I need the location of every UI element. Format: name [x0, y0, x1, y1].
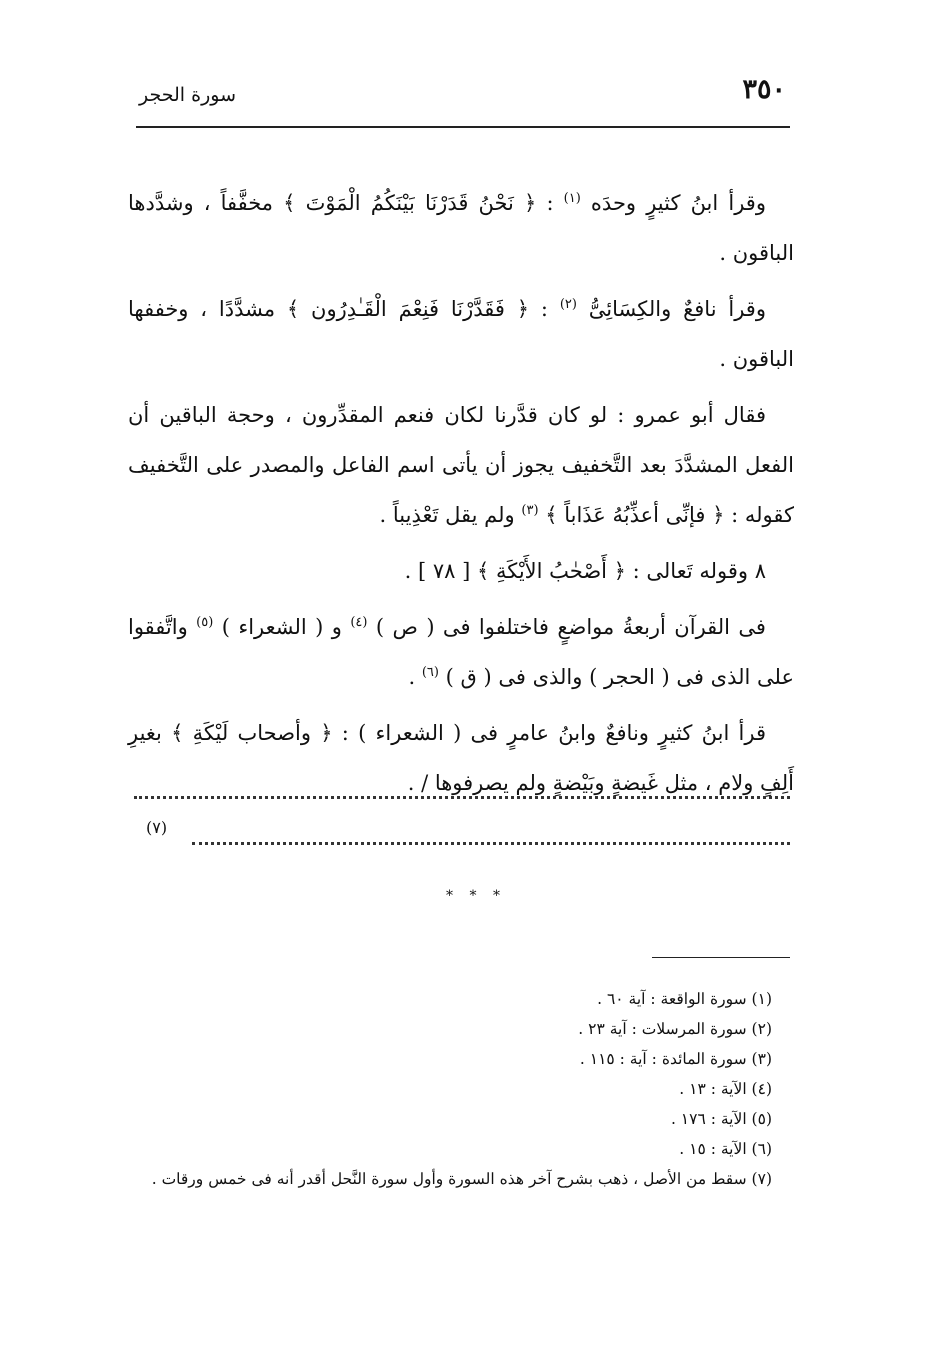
- paragraph-2: وقرأ نافعٌ والكِسَائِىُّ $^{(٢)}$ : ﴿ فَقَدَّرْنَا فَنِعْمَ الْقَـٰدِرُون ﴾ مشدَّدًا ، وخففها الباقون .: [128, 297, 794, 371]
- lacuna-dotted-line-1: [134, 796, 790, 799]
- paragraph-verse-heading: ٨ وقوله تَعالى : ﴿ أَصْحٰبُ الأَيْكَةِ ﴾ [ ٧٨ ] .: [404, 559, 766, 583]
- footnote-rule: [652, 957, 790, 958]
- footnote-2: (٢) سورة المرسلات : آية ٢٣ .: [578, 1020, 772, 1038]
- footnote-ref-4: (٤): [350, 615, 368, 630]
- paragraph-6: قرأ ابنُ كثيرٍ ونافعٌ وابنُ عامرٍ فى ( الشعراء ) : ﴿ وأصحاب لَيْكَةِ ﴾ بغيرِ أَلِفٍ ولام ، مثل غَيضةٍ وبَيْضةٍ ولم يصرفوها / .: [128, 721, 794, 795]
- footnote-ref-1: (١): [563, 191, 581, 206]
- paragraph-5: فى القرآن أربعةُ مواضعٍ فاختلفوا فى ( ص ) $^{(٤)}$ و ( الشعراء ) $^{(٥)}$ واتَّفقوا على الذى فى ( الحجر ) والذى فى ( ق ) $^{(٦)}$ .: [128, 615, 794, 689]
- paragraph-3: فقال أبو عمرو : لو كان قدَّرنا لكان فنعم المقدِّرون ، وحجة الباقين أن الفعل المشدَّدَ بعد التَّخفيف يجوز أن يأتى اسم الفاعل والمصدر على التَّخفيف كقوله : ﴿ فإنِّى أعذِّبُهُ عَذَاباً ﴾ $^{(٣)}$ ولم يقل تَعْذِيباً .: [128, 403, 794, 527]
- footnote-ref-5: (٥): [196, 615, 214, 630]
- page-number: ٣٥٠: [742, 74, 786, 105]
- header-rule: [136, 126, 790, 128]
- running-header-surah: سورة الحجر: [139, 84, 236, 106]
- footnote-1: (١) سورة الواقعة : آية ٦٠ .: [597, 990, 772, 1008]
- paragraph-1: وقرأ ابنُ كثيرٍ وحدَه $^{(١)}$ : ﴿ نَحْنُ قَدَرْنَا بَيْنَكُمُ الْمَوْتَ ﴾ مخفَّفاً ، وشدَّدها الباقون .: [128, 191, 794, 265]
- footnote-ref-7: (٧): [146, 818, 168, 837]
- footnote-ref-6: (٦): [421, 665, 439, 680]
- footnote-4: (٤) الآية : ١٣ .: [679, 1080, 772, 1098]
- section-separator: * * *: [446, 888, 506, 904]
- footnote-7: (٧) سقط من الأصل ، ذهب بشرح آخر هذه السورة وأول سورة النَّحل أقدر أنه فى خمس ورقات .: [151, 1170, 772, 1188]
- footnote-6: (٦) الآية : ١٥ .: [679, 1140, 772, 1158]
- footnote-ref-3: (٣): [521, 503, 539, 518]
- footnotes: [126, 984, 772, 1194]
- footnote-3: (٣) سورة المائدة : آية : ١١٥ .: [579, 1050, 772, 1068]
- main-text: [128, 178, 794, 814]
- footnote-5: (٥) الآية : ١٧٦ .: [670, 1110, 772, 1128]
- lacuna-dotted-line-2: [192, 842, 790, 845]
- footnote-ref-2: (٢): [559, 297, 577, 312]
